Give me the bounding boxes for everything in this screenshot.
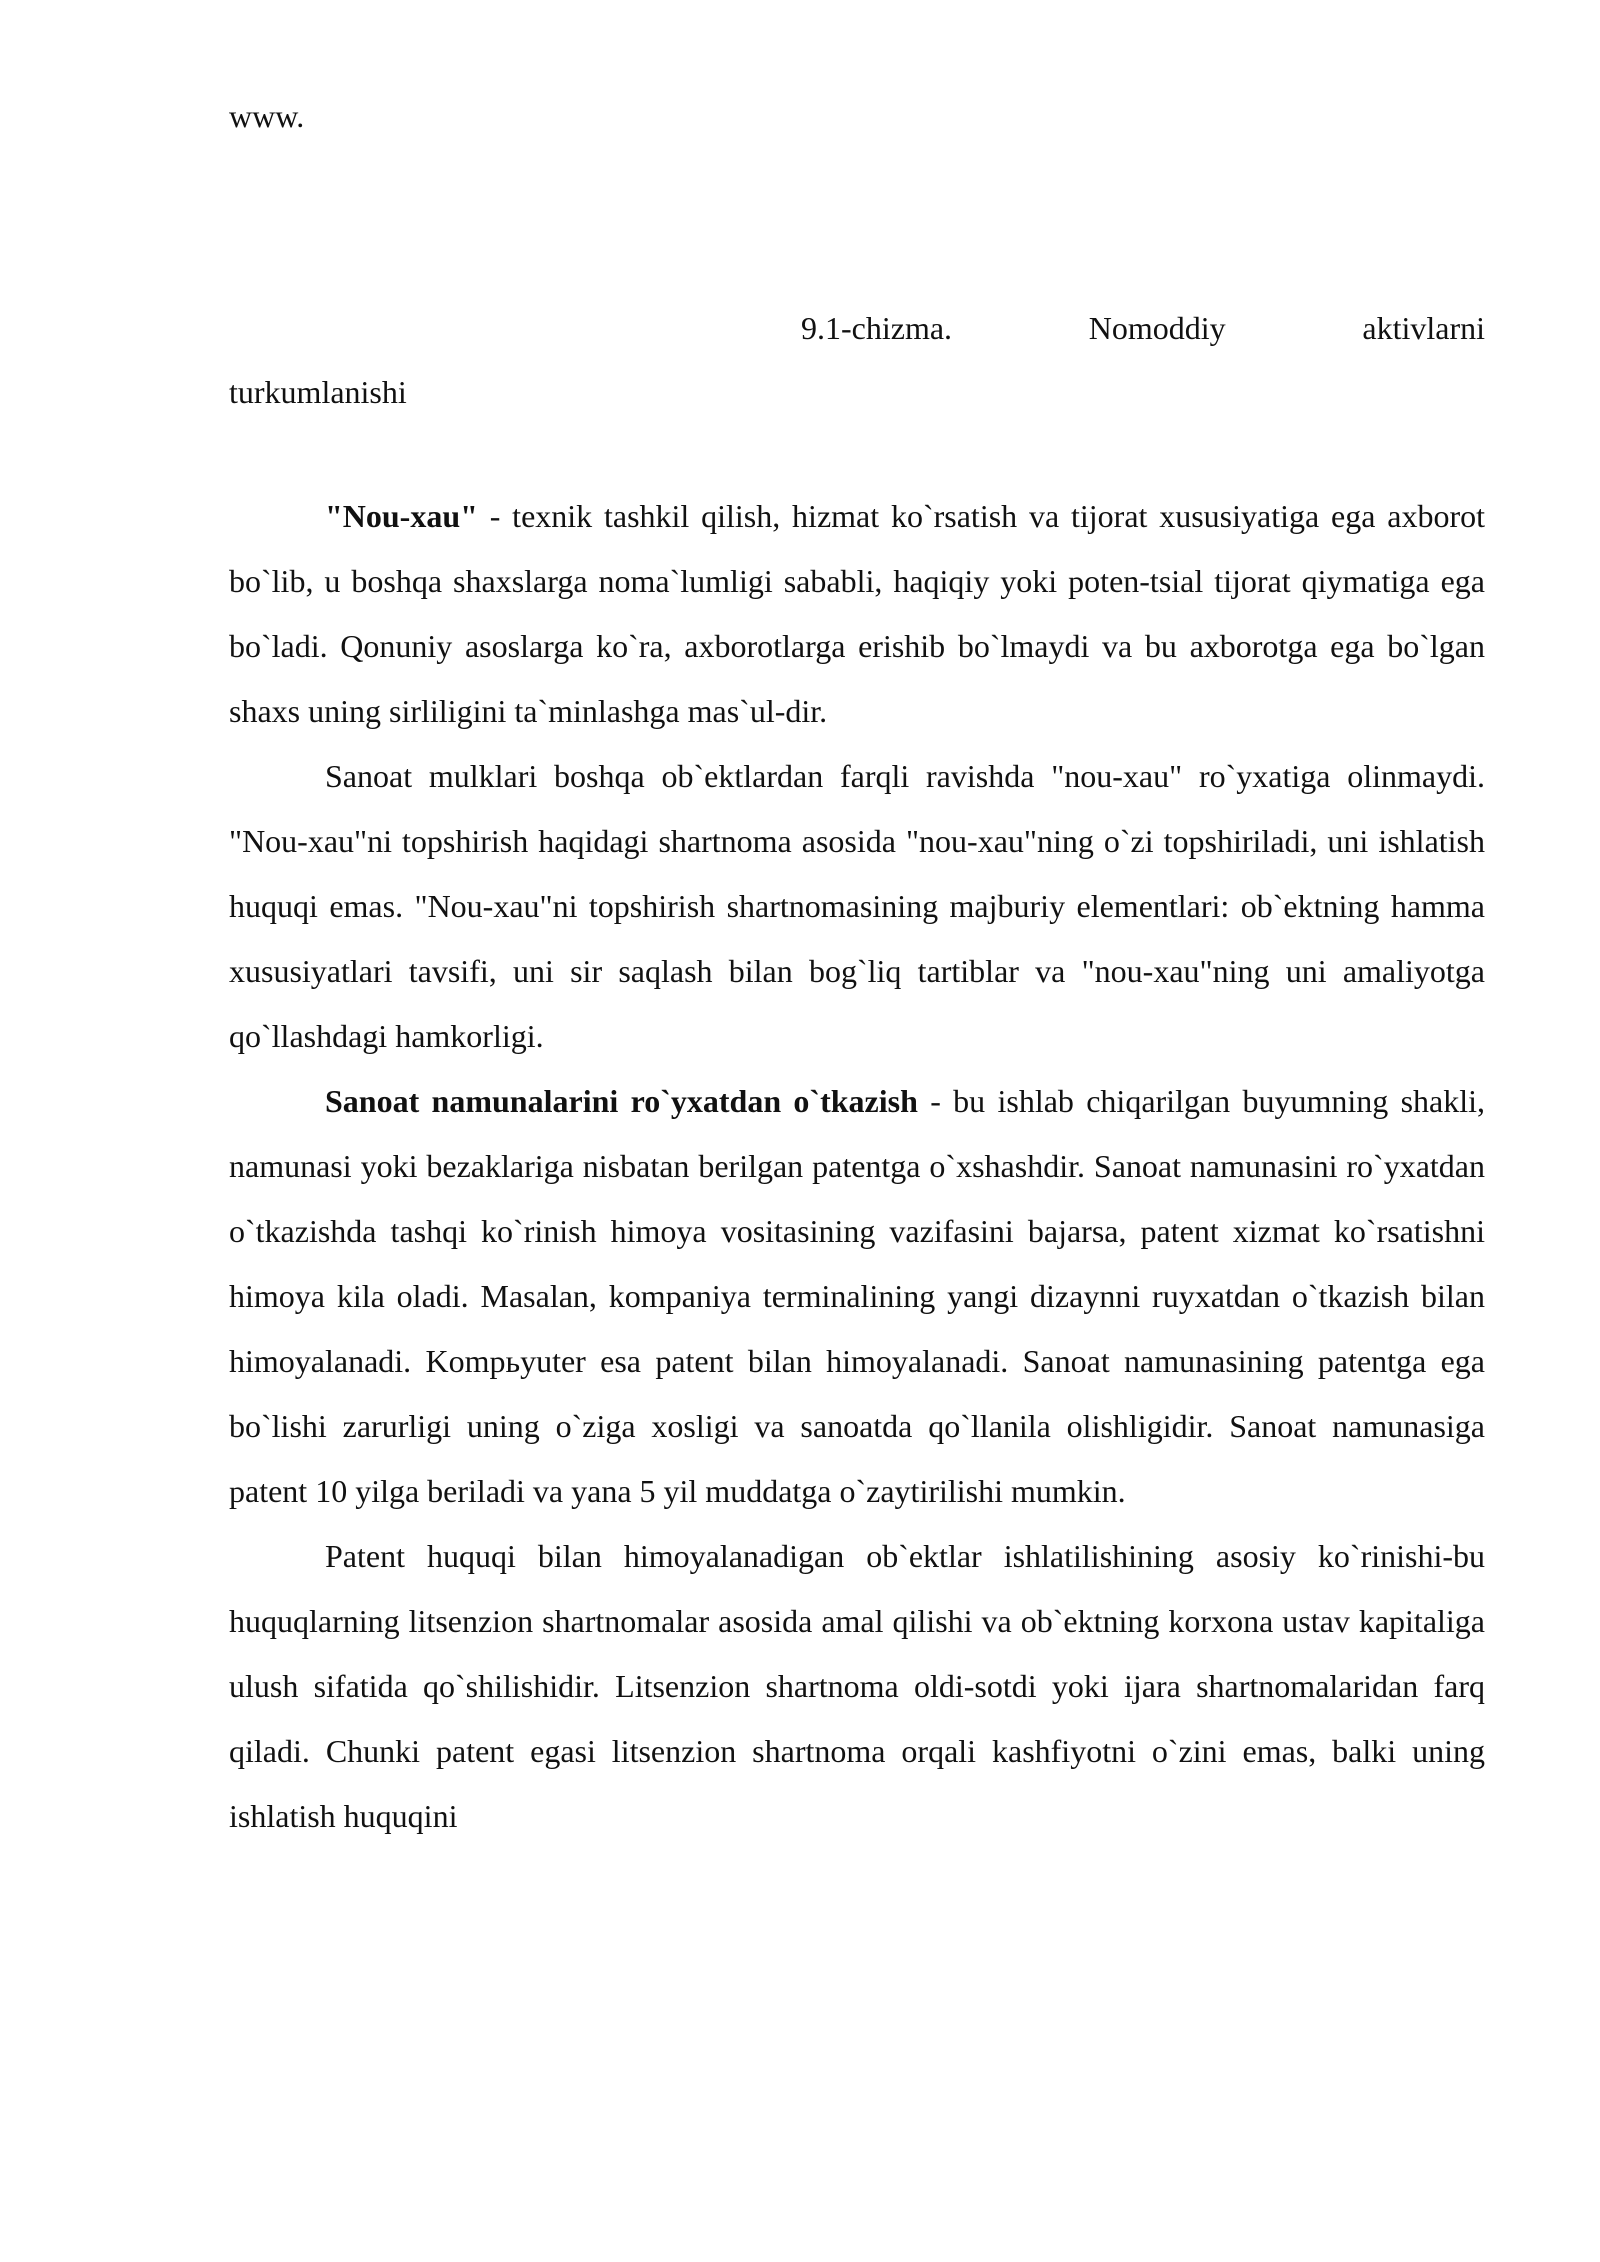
- header-url-text: www.: [229, 98, 305, 134]
- paragraph-patent-huquqi: [229, 1524, 1485, 1849]
- body-text: [229, 484, 1485, 1849]
- paragraph-sanoat-mulklari: [229, 744, 1485, 1069]
- figure-caption-line-1: [229, 296, 1485, 360]
- paragraph-text: - bu ishlab chiqarilgan buyumning shakli, namunasi yoki bezaklariga nisbatan berilgan patentga o`xshashdir. Sanoat namunasini ro`yxatdan o`tkazishda tashqi ko`rinish himoya vositasining vazifasini bajarsa, patent xizmat ko`rsatishni himoya kila oladi. Masalan, kompaniya terminalining yangi dizaynni ruyxatdan o`tkazish bilan himoyalanadi. Kompьyuter esa patent bilan himoyalanadi. Sanoat namunasining patentga ega bo`lishi zarurligi uning o`ziga xosligi va sanoatda qo`llanila olishligidir. Sanoat namunasiga patent 10 yilga beriladi va yana 5 yil muddatga o`zaytirilishi mumkin.: [229, 1083, 1486, 1509]
- figure-caption: [229, 296, 1485, 424]
- term-heading: "Nou-xau": [325, 498, 478, 534]
- paragraph-nou-xau: [229, 484, 1485, 744]
- paragraph-text: Patent huquqi bilan himoyalanadigan ob`ektlar ishlatilishining asosiy ko`rinishi-bu huquqlarning litsenzion shartnomalar asosida amal qilishi va ob`ektning korxona ustav kapitaliga ulush sifatida qo`shilishidir. Litsenzion shartnoma oldi-sotdi yoki ijara shartnomalaridan farq qiladi. Chunki patent egasi litsenzion shartnoma orqali kashfiyotni o`zini emas, balki uning ishlatish huquqini: [229, 1538, 1485, 1834]
- figure-caption-word: Nomoddiy: [1088, 310, 1226, 346]
- paragraph-sanoat-namunalari: [229, 1069, 1485, 1524]
- figure-caption-line-2: turkumlanishi: [229, 374, 407, 410]
- paragraph-text: - texnik tashkil qilish, hizmat ko`rsatish va tijorat xususiyatiga ega axborot bo`lib, u boshqa shaxslarga noma`lumligi sababli, haqiqiy yoki poten-tsial tijorat qiymatiga ega bo`ladi. Qonuniy asoslarga ko`ra, axborotlarga erishib bo`lmaydi va bu axborotga ega bo`lgan shaxs uning sirliligini ta`minlashga mas`ul-dir.: [229, 498, 1485, 729]
- figure-number: 9.1-chizma.: [801, 310, 953, 346]
- figure-caption-word: aktivlarni: [1362, 310, 1485, 346]
- paragraph-text: Sanoat mulklari boshqa ob`ektlardan farqli ravishda "nou-xau" ro`yxatiga olinmaydi. "Nou-xau"ni topshirish haqidagi shartnoma asosida "nou-xau"ning o`zi topshiriladi, uni ishlatish huquqi emas. "Nou-xau"ni topshirish shartnomasining majburiy elementlari: ob`ektning hamma xususiyatlari tavsifi, uni sir saqlash bilan bog`liq tartiblar va "nou-xau"ning uni amaliyotga qo`llashdagi hamkorligi.: [229, 758, 1485, 1054]
- term-heading: Sanoat namunalarini ro`yxatdan o`tkazish: [325, 1083, 918, 1119]
